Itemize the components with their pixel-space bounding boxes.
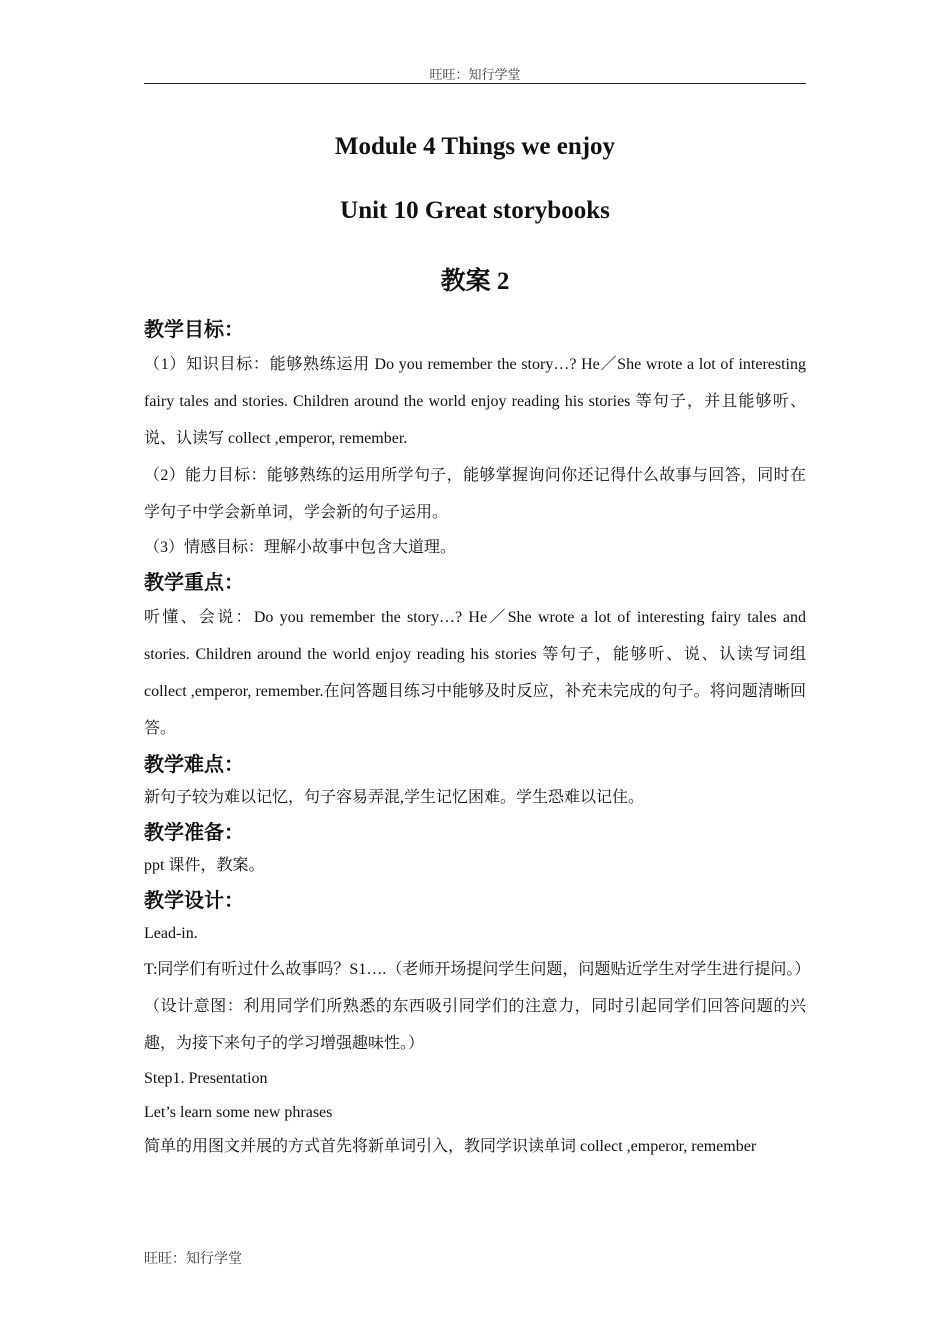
unit-title: Unit 10 Great storybooks <box>340 197 610 224</box>
design-teacher-question: T:同学们有听过什么故事吗？S1….（老师开场提问学生问题，问题贴近学生对学生进行提问。） <box>144 961 811 978</box>
page-footer: 旺旺：知行学堂 <box>144 1252 242 1267</box>
design-lead-in: Lead-in. <box>144 925 198 942</box>
design-step1: Step1. Presentation <box>144 1070 268 1087</box>
difficulties-heading: 教学难点： <box>144 752 244 776</box>
preparation-text: ppt 课件，教案。 <box>144 857 265 874</box>
objective-emotion: （3）情感目标：理解小故事中包含大道理。 <box>144 539 457 556</box>
design-word-intro: 简单的用图文并展的方式首先将新单词引入，教同学识读单词 collect ,emperor, remember <box>144 1138 757 1155</box>
document-body <box>144 312 811 1164</box>
difficulties-text: 新句子较为难以记忆，句子容易弄混,学生记忆困难。学生恐难以记住。 <box>144 789 645 806</box>
design-intent: （设计意图：利用同学们所熟悉的东西吸引同学们的注意力，同时引起同学们回答问题的兴趣，为接下来句子的学习增强趣味性。） <box>144 998 806 1052</box>
objective-ability: （2）能力目标：能够熟练的运用所学句子，能够掌握询问你还记得什么故事与回答，同时在学句子中学会新单词，学会新的句子运用。 <box>144 467 806 521</box>
plan-title: 教案 2 <box>440 268 510 295</box>
key-points-heading: 教学重点： <box>144 570 244 594</box>
objective-knowledge: （1）知识目标：能够熟练运用 Do you remember the story…? He／She wrote a lot of interesting fairy tales and stories. Children around the world enjoy reading his stories 等句子，并且能够听、说、认读写 collect ,emperor, remember. <box>144 356 806 447</box>
design-heading: 教学设计： <box>144 888 244 912</box>
key-points-text: 听懂、会说：Do you remember the story…? He／She wrote a lot of interesting fairy tales and stories. Children around the world enjoy reading his stories 等句子，能够听、说、认读写词组 collect ,emperor, remember.在问答题目练习中能够及时反应，补充未完成的句子。将问题清晰回答。 <box>144 609 806 737</box>
page-header: 旺旺：知行学堂 <box>429 67 521 82</box>
preparation-heading: 教学准备： <box>144 820 244 844</box>
design-new-phrases: Let’s learn some new phrases <box>144 1104 333 1121</box>
header-rule <box>144 83 806 84</box>
module-title: Module 4 Things we enjoy <box>334 133 616 160</box>
objectives-heading: 教学目标： <box>144 317 244 341</box>
